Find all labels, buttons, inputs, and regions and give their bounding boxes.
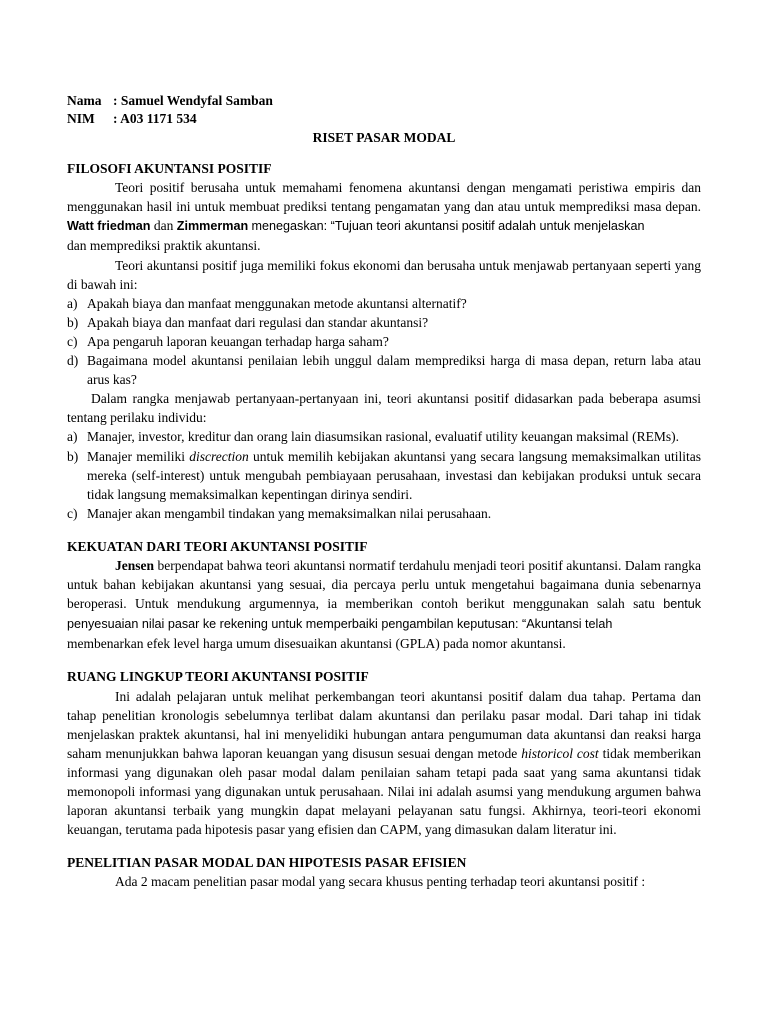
- section-heading-kekuatan: KEKUATAN DARI TEORI AKUNTANSI POSITIF: [67, 538, 368, 554]
- list-item: a) Manajer, investor, kreditur dan orang lain diasumsikan rasional, evaluatif utility keuangan maksimal (REMs).: [67, 429, 680, 445]
- list-item: c) Apa pengaruh laporan keuangan terhadap harga saham?: [67, 333, 389, 349]
- section-heading-filosofi: FILOSOFI AKUNTANSI POSITIF: [67, 161, 272, 177]
- author-name: Watt friedman: [67, 219, 151, 234]
- nim-value: : A03 1171 534: [113, 111, 197, 126]
- section-heading-ruang-lingkup: RUANG LINGKUP TEORI AKUNTANSI POSITIF: [67, 669, 369, 685]
- author-name: Zimmerman: [176, 219, 249, 234]
- paragraph-ruang-lingkup: Ini adalah pelajaran untuk melihat perkembangan teori akuntansi positif dalam dua tahap. Pertama dan tahap penelitian kronologis sebelumnya terlibat dalam akuntansi dan perilaku pasar modal. Dari tahap ini tidak menjelaskan praktek akuntansi, hal ini menyelidiki hubungan antara pengumuman data akuntansi dan reaksi harga saham menunjukkan bahwa laporan keuangan yang disusun sesuai dengan metode historicol cost tidak memberikan informasi yang digunakan oleh pasar modal dalam penilaian saham tetapi pada saat yang sama akuntansi tidak memonopoli informasi yang digunakan untuk perusahaan. Nilai ini adalah asumsi yang mendukung argumen bahwa laporan akuntansi terbaik yang mungkin dapat melayani pelayanan satu fungsi. Akhirnya, teori-teori ekonomi keuangan, terutama pada hipotesis pasar yang efisien dan CAPM, yang dimasukan dalam literatur ini.: [67, 688, 702, 838]
- section-heading-penelitian: PENELITIAN PASAR MODAL DAN HIPOTESIS PASAR EFISIEN: [67, 855, 467, 871]
- paragraph-filosofi-1-end: dan memprediksi praktik akuntansi.: [67, 238, 261, 254]
- nim-row: [67, 110, 701, 128]
- paragraph-filosofi-1: Teori positif berusaha untuk memahami fenomena akuntansi dengan mengamati peristiwa empiris dan menggunakan hasil ini untuk membuat prediksi tentang pengamatan yang dan atau untuk memprediksi masa depan. Watt friedman dan Zimmerman menegaskan: “Tujuan teori akuntansi positif adalah untuk menjelaskan: [67, 180, 701, 234]
- list-item: b) Manajer memiliki discrection untuk memilih kebijakan akuntansi yang secara langsung memaksimalkan utilitas mereka (self-interest) untuk mengubah pembiayaan perusahaan, investasi dan kebijakan produksi untuk secara tidak langsung memaksimalkan kepentingan dirinya sendiri.: [67, 448, 701, 502]
- name-row: [67, 92, 701, 110]
- paragraph-filosofi-3: Dalam rangka menjawab pertanyaan-pertanyaan ini, teori akuntansi positif didasarkan pada beberapa asumsi tentang perilaku individu:: [67, 391, 701, 426]
- paragraph-filosofi-2: Teori akuntansi positif juga memiliki fokus ekonomi dan berusaha untuk menjawab pertanyaan seperti yang di bawah ini:: [67, 257, 701, 292]
- paragraph-kekuatan-end: membenarkan efek level harga umum disesuaikan akuntansi (GPLA) pada nomor akuntansi.: [67, 636, 566, 652]
- paragraph-penelitian: Ada 2 macam penelitian pasar modal yang secara khusus penting terhadap teori akuntansi positif :: [115, 874, 646, 890]
- list-item: d) Bagaimana model akuntansi penilaian lebih unggul dalam memprediksi harga di masa depan, return laba atau arus kas?: [67, 353, 701, 388]
- list-item: a) Apakah biaya dan manfaat menggunakan metode akuntansi alternatif?: [67, 295, 467, 311]
- name-label: Nama: [67, 93, 102, 108]
- question-list: [67, 294, 701, 389]
- document-title: RISET PASAR MODAL: [312, 130, 456, 145]
- list-item: c) Manajer akan mengambil tindakan yang memaksimalkan nilai perusahaan.: [67, 505, 492, 521]
- list-item: b) Apakah biaya dan manfaat dari regulasi dan standar akuntansi?: [67, 314, 429, 330]
- student-info: [67, 92, 701, 128]
- document-body: [67, 92, 701, 891]
- author-name: Jensen: [115, 557, 155, 573]
- nim-label: NIM: [67, 111, 95, 126]
- paragraph-kekuatan: Jensen berpendapat bahwa teori akuntansi normatif terdahulu menjadi teori positif akuntansi. Dalam rangka untuk bahan kebijakan akuntansi yang sesuai, dia percaya perlu untuk mengetahui bagaimana dunia sebenarnya beroperasi. Untuk mendukung argumennya, ia memberikan contoh berikut menggunakan salah satu bentuk penyesuaian nilai pasar ke rekening untuk memperbaiki pengambilan keputusan: “Akuntansi telah: [67, 557, 702, 632]
- name-value: : Samuel Wendyfal Samban: [113, 93, 273, 108]
- assumption-list: [67, 427, 701, 522]
